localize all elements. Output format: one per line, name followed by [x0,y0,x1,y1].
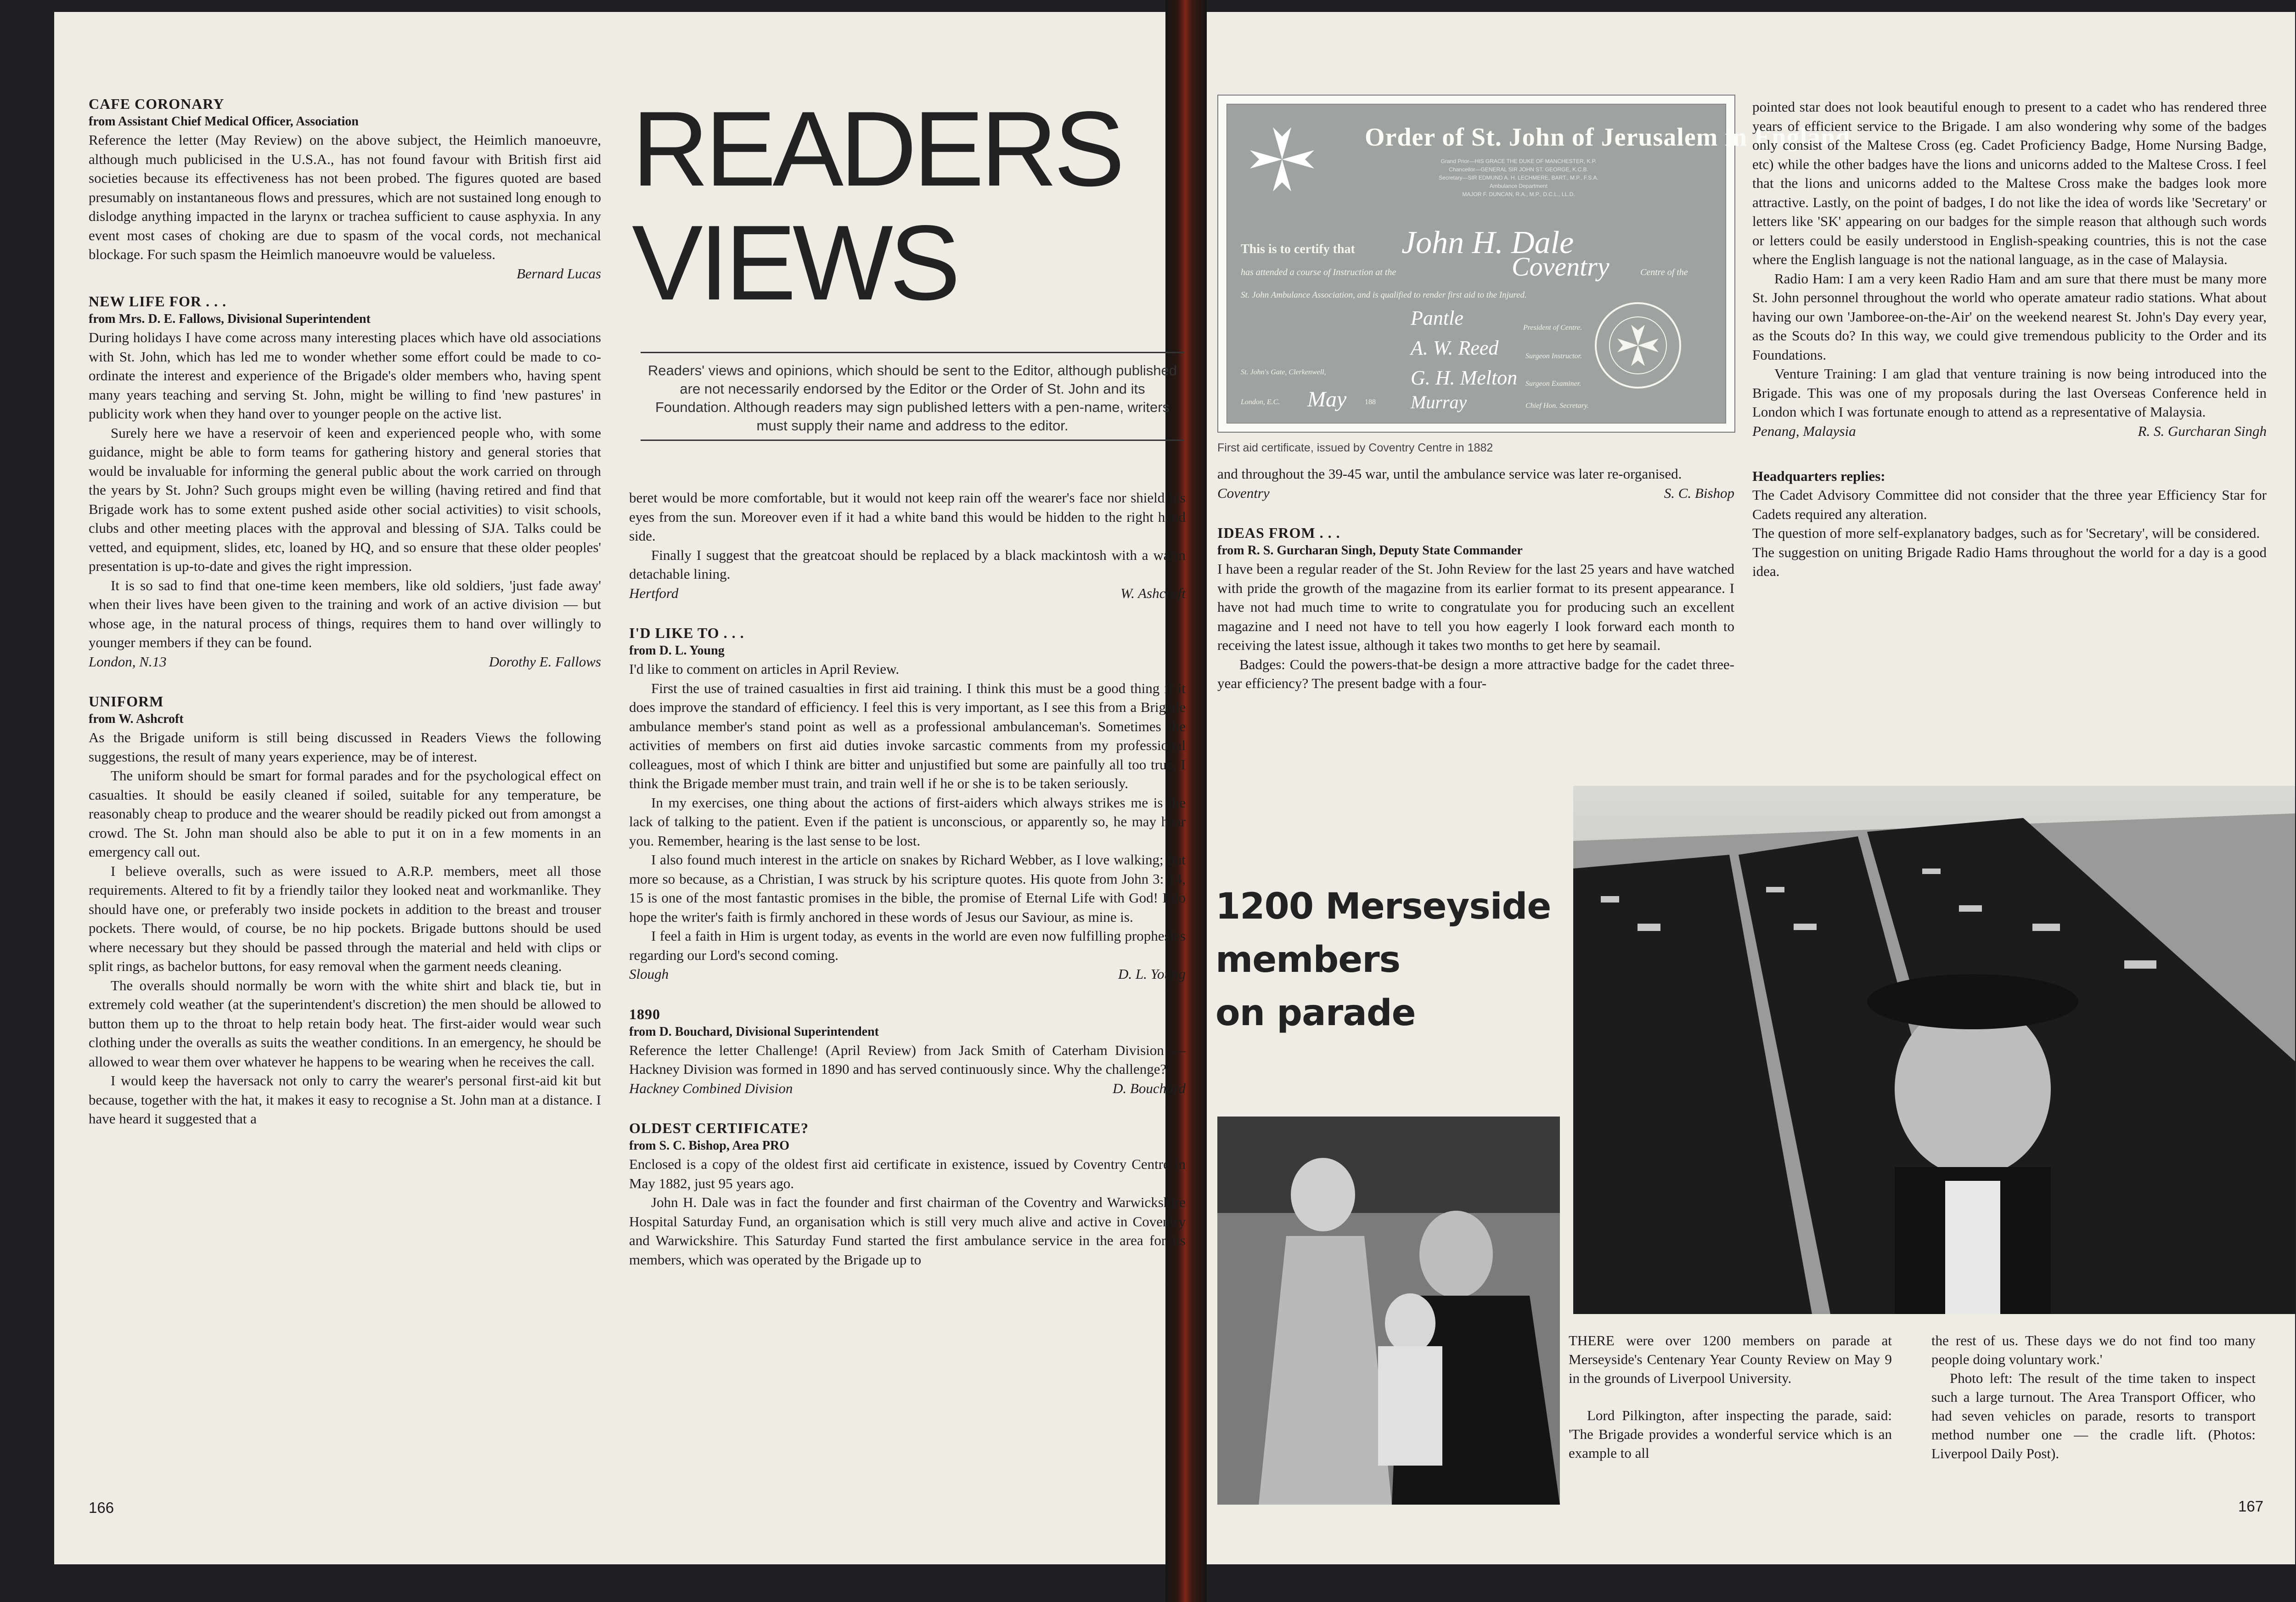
paragraph: Reference the letter Challenge! (April Review) from Jack Smith of Caterham Division — Hackney Division was formed in 1890 and has served continuously since. Why the challenge? [629,1042,1186,1077]
parade-headline [1216,880,1551,1040]
signature-row [629,1079,1186,1098]
signature: Bernard Lucas [517,265,601,282]
office-label: Chief Hon. Secretary. [1525,402,1589,410]
officer-line: Grand Prior—HIS GRACE THE DUKE OF MANCHESTER, K.P. [1441,158,1597,164]
title-line-readers: READERS [632,90,1121,209]
place: Penang, Malaysia [1752,423,1856,439]
office-label: Surgeon Instructor. [1525,352,1582,360]
certificate-heading: Order of St. John of Jerusalem in England. [1365,123,1857,152]
paragraph: The Cadet Advisory Committee did not consider that the three year Efficiency Star for Cadets required any alteration. [1752,487,2267,522]
from-line: from D. L. Young [629,643,725,658]
paragraph: I also found much interest in the article on snakes by Richard Webber, as I love walking; but more so because, as a Christian, I was struck by his scripture quotes. His quote from John 3: 14, 15 is one of the most fantastic promises in the bible, the promise of Eternal Life with God! I do hope the writer's faith is firmly anchored in these words of Jesus our Saviour, as mine is. [629,852,1186,925]
paragraph: The suggestion on uniting Brigade Radio Hams throughout the world for a day is a good idea. [1752,544,2267,579]
from-line: from D. Bouchard, Divisional Superintendent [629,1024,879,1039]
association-text: St. John Ambulance Association, and is qualified to render first aid to the Injured. [1241,290,1527,300]
page-number: 166 [89,1499,114,1516]
certify-text: This is to certify that [1241,242,1355,256]
parade-caption-col-1 [1569,1331,1892,1462]
left-page [54,12,1186,1564]
paragraph: THERE were over 1200 members on parade at Merseyside's Centenary Year County Review on May 9 in the grounds of Liverpool University. [1569,1332,1892,1386]
signature-secretary: Murray [1411,392,1467,412]
signature-row [629,584,1186,603]
headline-line: on parade [1216,993,1416,1034]
london-address: London, E.C. [1241,398,1280,406]
paragraph: Reference the letter (May Review) on the above subject, the Heimlich manoeuvre, although much publicised in the U.S.A., has not found favour with British first aid societies because its effectiveness has not been probed. The figures quoted are based presumably on instantaneous flows and pressures, which are not sustained long enough to dislodge anything impacted in the larynx or trachea sufficient to cause asphyxia. In any event most cases of choking are due to spasm of the vocal cords, not mechanical blockage. For such spasm the Heimlich manoeuvre would be valueless. [89,132,601,262]
officer-line: MAJOR F. DUNCAN, R.A., M.P., D.C.L., LL.D. [1462,191,1575,197]
paragraph: Badges: Could the powers-that-be design a more attractive badge for the cadet three-year efficiency? The present badge with a four- [1217,656,1734,691]
paragraph: beret would be more comfortable, but it would not keep rain off the wearer's face nor shield his eyes from the sun. Moreover even if it had a white band this would be hidden to the right hand side. [629,490,1186,544]
officer-line: Secretary—SIR EDMUND A. H. LECHMERE, BART., M.P., F.S.A. [1439,175,1598,181]
heading-new-life: NEW LIFE FOR . . . [89,293,227,310]
paragraph: and throughout the 39-45 war, until the ambulance service was later re-organised. [1217,466,1682,482]
paragraph: Venture Training: I am glad that venture training is now being introduced into the Brigade. This was one of my proposals during the last Overseas Conference held in London which I was fortunate enough to attend as a representative of Malaysia. [1752,366,2267,420]
paragraph: The question of more self-explanatory badges, such as for 'Secretary', will be considered. [1752,525,2260,541]
heading-ideas: IDEAS FROM . . . [1217,525,1340,541]
place: London, N.13 [89,653,167,670]
seal-stamp-icon [1590,297,1686,394]
parade-caption-col-2 [1931,1331,2256,1463]
right-column-1 [1217,464,1734,693]
place: Coventry [1217,485,1270,501]
office-label: Surgeon Examiner. [1525,380,1581,388]
from-line: from Mrs. D. E. Fallows, Divisional Superintendent [89,312,371,326]
paragraph: I have been a regular reader of the St. John Review for the last 25 years and have watched with pride the growth of the magazine from its earlier format to its present appearance. I have not had much time to write to congratulate you for producing such an excellent magazine and I need not have to tell you how eagerly I look forward each month to receiving the latest issue, although it takes two months to get here by seamail. [1217,561,1734,653]
heading-oldest-certificate: OLDEST CERTIFICATE? [629,1120,809,1136]
heading-cafe-coronary: CAFE CORONARY [89,96,225,112]
signature: W. Ashcroft [1120,585,1186,601]
paragraph: As the Brigade uniform is still being discussed in Readers Views the following suggestions, the result of many years experience, may be of interest. [89,729,601,765]
paragraph: The overalls should normally be worn with the white shirt and black tie, but in extremely cold weather (at the superintendent's discretion) the men should be allowed to button them up to the throat to help retain body heat. The first-aider would wear such clothing under the overalls as suits the weather conditions. In an emergency, he should be allowed to wear them over whatever he happens to be wearing when he receives the call. [89,977,601,1070]
paragraph: During holidays I have come across many interesting places which have old associations with St. John, which has led me to wonder whether some effort could be made to co-ordinate the interest and experience of the Brigade's older members who, having spent many years teaching and serving St. John, might be willing to find 'new pastures' in publicity work when they hand over to younger people on the active list. [89,329,601,422]
heading-uniform: UNIFORM [89,693,164,710]
paragraph: Surely here we have a reservoir of keen and experienced people who, with some guidance, might be able to form teams for gathering history and general stories that would be invaluable for informing the general public about the work carried on through the years by St. John? Such groups might even be willing (having retired and find that Brigade work has to some extent pushed aside other social activities) to visit schools, clubs and other meeting places with the approval and blessing of SJA. Talks could be vetted, and equipment, slides, etc, loaned by HQ, and so ensure that these older peoples' presentation is up-to-date and gives the right impression. [89,424,601,574]
from-line: from W. Ashcroft [89,712,184,726]
paragraph: Enclosed is a copy of the oldest first aid certificate in existence, issued by Coventry Centre in May 1882, just 95 years ago. [629,1156,1186,1191]
signature-row [629,965,1186,984]
left-column-2 [629,488,1186,1269]
nurse-photo-graphic [1217,1117,1560,1505]
officer-line: Chancellor—GENERAL SIR JOHN ST. GEORGE, K.C.B. [1449,166,1588,173]
parade-photo-graphic [1573,786,2295,1314]
title-line-views: VIEWS [632,203,957,322]
editorial-intro: Readers' views and opinions, which should be sent to the Editor, although published are not necessarily endorsed by the Editor or the Order of St. John and its Foundation. Although readers may sign published letters with a pen-name, writers must supply their name and address to the editor. [641,352,1184,441]
signature-instructor: A. W. Reed [1411,337,1499,359]
signature: S. C. Bishop [1664,485,1734,501]
signature-row [1752,422,2267,441]
signature-examiner: G. H. Melton [1411,367,1518,389]
paragraph: I feel a faith in Him is urgent today, as events in the world are even now fulfilling prophesies regarding our Lord's second coming. [629,928,1186,963]
signature-row [1217,484,1734,503]
certificate-body [1227,104,1857,423]
paragraph: Photo left: The result of the time taken to inspect such a large turnout. The Area Transport Officer, who had seven vehicles on parade, resorts to transport method number one — the cradle lift. (Photos: Liverpool Daily Post). [1931,1370,2256,1461]
paragraph: I believe overalls, such as were issued to A.R.P. members, meet all those requirements. Altered to fit by a friendly tailor they looked neat and workmanlike. They should have one, or preferably two inside pockets in addition to the breast and trouser pockets. There would, of course, be no hip pockets. Brigade buttons should be used where necessary but they should be passed through the material and held with clips or split rings, as bachelor buttons, for easy removal when the garment needs cleaning. [89,863,601,974]
from-line: from S. C. Bishop, Area PRO [629,1139,789,1153]
signature: Dorothy E. Fallows [489,653,601,670]
paragraph: I would keep the haversack not only to carry the wearer's personal first-aid kit but because, together with the hat, it makes it easy to recognise a St. John man at a distance. I have heard it suggested that a [89,1072,601,1127]
paragraph: Finally I suggest that the greatcoat should be replaced by a black mackintosh with a warm detachable lining. [629,547,1186,582]
certificate-officers [1392,157,1645,198]
place: Slough [629,966,669,982]
heading-like-to: I'D LIKE TO . . . [629,625,744,641]
paragraph: The uniform should be smart for formal parades and for the psychological effect on casualties. It should be easily cleaned if soiled, suitable for any temperature, be reasonably cheap to produce and the wearer should be readily picked out from amongst a crowd. The St. John man should also be able to put it on in a few moments in an emergency call out. [89,767,601,860]
paragraph: Radio Ham: I am a very keen Radio Ham and am sure that there must be many more St. John personnel throughout the world who operate amateur radio stations. What about having our own 'Jamboree-on-the-Air' on the weekend nearest St. John's Day every year, as the Scouts do? In this way, we could give tremendous publicity to the Order and its Foundations. [1752,270,2267,363]
paragraph: It is so sad to find that one-time keen members, like old soldiers, 'just fade away' when their lives have been given to the training and work of an active division — but whose age, in the natural process of things, requires them to hand over willingly to younger members if they can be found. [89,577,601,650]
parade-photo [1573,786,2295,1314]
certificate-year: 188 [1365,398,1376,406]
right-page [1207,12,2295,1564]
right-column-2 [1752,97,2267,581]
nurse-photo [1217,1117,1560,1505]
place: Hackney Combined Division [629,1080,793,1096]
paragraph: the rest of us. These days we do not find too many people doing voluntary work.' [1931,1332,2256,1367]
left-column-1 [89,95,601,1128]
paragraph: First the use of trained casualties in first aid training. I think this must be a good thing if it does improve the standard of efficiency. I feel this is very important, as I see this from a Brigade ambulance member's stand point as well as a professional ambulanceman's. Sometimes the activities of members on first aid duties invoke sarcastic comments from my professional colleagues, most of which I think are bitter and unjustified but some are painfully all too true. I think the Brigade member must train, and train well if he or she is to be taken seriously. [629,680,1186,791]
signature-row [89,652,601,671]
page-title [632,92,1121,320]
office-label: President of Centre. [1523,324,1582,332]
paragraph: Lord Pilkington, after inspecting the parade, said: 'The Brigade provides a wonderful service which is an example to all [1569,1407,1892,1461]
paragraph: In my exercises, one thing about the actions of first-aiders which always strikes me is the lack of talking to the patient. Even if the patient is unconscious, or apparently so, he may hear you. Remember, hearing is the last sense to be lost. [629,794,1186,849]
maltese-cross-icon [1245,123,1319,196]
paragraph: pointed star does not look beautiful enough to present to a cadet who has rendered three years of efficient service to the Brigade. I am also wondering why some of the badges only consist of the Maltese Cross (eg. Cadet Proficiency Badge, Home Nursing Badge, etc) while the other badges have the lions and unicorns added to the Maltese Cross. I feel that the lions and unicorns added to the Maltese Cross make the badges look more attractive. Lastly, on the point of badges, I do not like the idea of words like 'Secretary' or letters like 'SK' appearing on our badges for the simple reason that although such words or letters could be easily understood in English-speaking countries, this is not the case where the English language is not the national language, as in the case of Malaysia. [1752,99,2267,267]
signature-president: Pantle [1411,307,1463,329]
heading-1890: 1890 [629,1005,660,1022]
centre-suffix: Centre of the [1640,267,1688,277]
certificate-centre: Coventry [1512,252,1609,282]
signature: R. S. Gurcharan Singh [2138,423,2267,439]
officer-line: Ambulance Department [1489,183,1548,189]
signature: D. Bouchard [1113,1080,1186,1096]
signature: D. L. Young [1118,966,1186,982]
heading-hq-replies: Headquarters replies: [1752,468,1885,484]
paragraph: John H. Dale was in fact the founder and first chairman of the Coventry and Warwickshire Hospital Saturday Fund, an organisation which is still very much alive and active in Coventry and Warwickshire. This Saturday Fund started the first ambulance service in the area for its members, which was operated by the Brigade up to [629,1194,1186,1268]
page-number: 167 [2238,1498,2264,1515]
attended-text: has attended a course of Instruction at the [1241,267,1396,277]
from-line: from R. S. Gurcharan Singh, Deputy State Commander [1217,543,1523,558]
from-line: from Assistant Chief Medical Officer, Association [89,114,359,129]
gate-address: St. John's Gate, Clerkenwell, [1241,368,1326,376]
place: Hertford [629,585,679,601]
certificate-month: May [1307,387,1347,412]
certificate-name: John H. Dale [1401,225,1574,260]
certificate-caption: First aid certificate, issued by Coventry Centre in 1882 [1217,441,1493,454]
paragraph: I'd like to comment on articles in April Review. [629,661,900,677]
headline-line: 1200 Merseyside [1216,886,1551,927]
headline-line: members [1216,939,1401,981]
